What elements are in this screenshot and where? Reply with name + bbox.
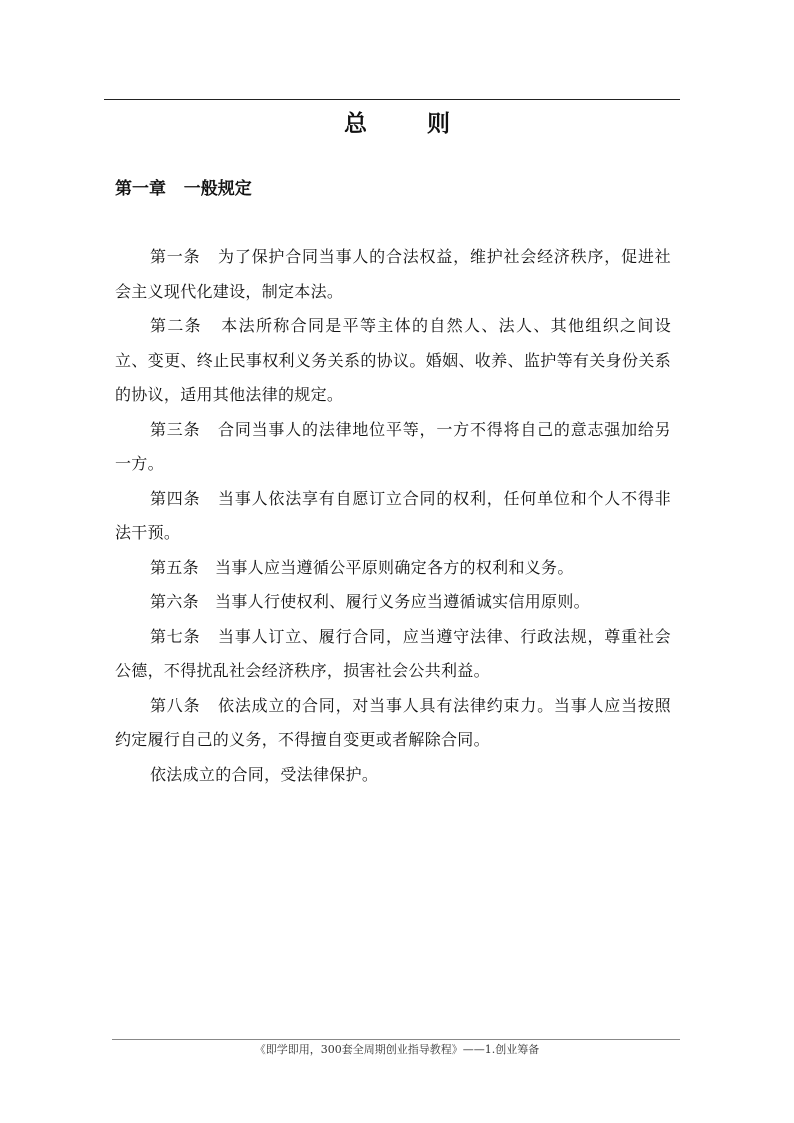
article-1: 第一条 为了保护合同当事人的合法权益，维护社会经济秩序，促进社会主义现代化建设，制定本法。 (115, 247, 671, 301)
document-body (115, 240, 671, 792)
article-3: 第三条 合同当事人的法律地位平等，一方不得将自己的意志强加给另一方。 (115, 419, 671, 473)
article-8: 第八条 依法成立的合同，对当事人具有法律约束力。当事人应当按照约定履行自己的义务，不得擅自变更或者解除合同。 (115, 695, 671, 749)
article-5: 第五条 当事人应当遵循公平原则确定各方的权利和义务。 (150, 557, 574, 577)
header-rule (104, 99, 680, 100)
chapter-heading: 第一章 一般规定 (115, 179, 252, 199)
footer-rule (112, 1039, 680, 1040)
article-2: 第二条 本法所称合同是平等主体的自然人、法人、其他组织之间设立、变更、终止民事权利义务关系的协议。婚姻、收养、监护等有关身份关系的协议，适用其他法律的规定。 (115, 316, 671, 404)
page-footer: 《即学即用，300套全周期创业指导教程》——1.创业筹备 (254, 1043, 540, 1056)
article-4: 第四条 当事人依法享有自愿订立合同的权利，任何单位和个人不得非法干预。 (115, 488, 671, 542)
article-7: 第七条 当事人订立、履行合同，应当遵守法律、行政法规，尊重社会公德，不得扰乱社会经济秩序，损害社会公共利益。 (115, 626, 671, 680)
article-8-continuation: 依法成立的合同，受法律保护。 (150, 764, 379, 784)
page-title: 总 则 (343, 110, 476, 137)
article-6: 第六条 当事人行使权利、履行义务应当遵循诚实信用原则。 (150, 592, 590, 611)
